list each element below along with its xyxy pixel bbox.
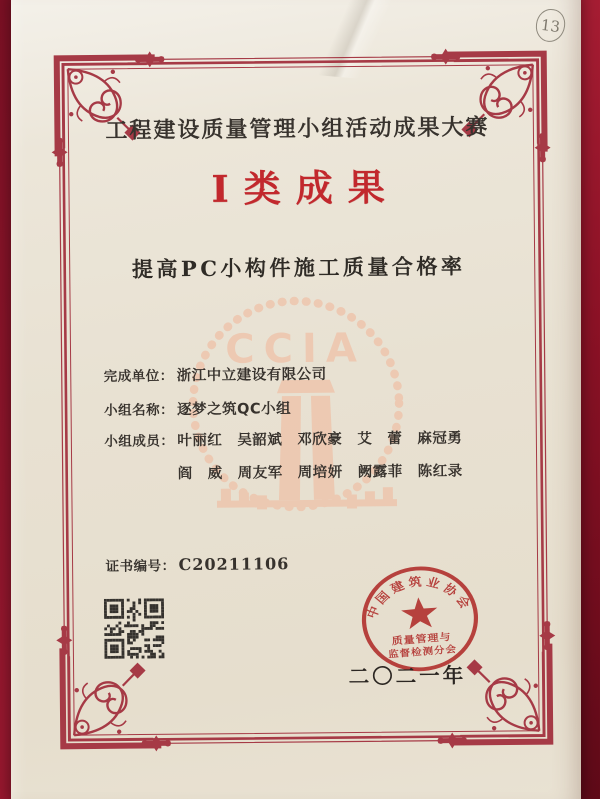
members-row-2 [105, 459, 463, 483]
year-text: 二〇二一年 [348, 663, 467, 689]
project-title: 提高PC小构件施工质量合格率 [131, 253, 466, 282]
members-values-1: 叶丽红 吴韶斌 邓欣豪 艾 蕾 麻冠勇 [177, 430, 463, 450]
seal-branch-line2: 监督检测分会 [387, 644, 458, 661]
unit-label: 完成单位： [103, 368, 174, 385]
group-value: 逐梦之筑QC小组 [177, 401, 292, 419]
watermark-text: CCIA [225, 325, 367, 373]
members-label: 小组成员： [104, 433, 175, 450]
members-values-2: 阎 威 周友军 周培妍 阙露菲 陈红录 [177, 463, 463, 483]
group-row [104, 397, 291, 420]
unit-value: 浙江中立建设有限公司 [176, 366, 327, 385]
qr-code [104, 598, 165, 659]
certificate-number-label: 证书编号： [105, 558, 176, 575]
handwritten-page-number: 13 [534, 7, 567, 43]
members-row-1 [104, 426, 462, 450]
certificate-number-row [105, 553, 289, 575]
unit-row [104, 363, 327, 386]
competition-title: 工程建设质量管理小组活动成果大赛 [105, 115, 490, 144]
certificate-number-value: C20211106 [178, 554, 290, 575]
seal-org-text: 中国建筑业协会 [364, 574, 475, 621]
seal-branch-line1: 质量管理与 [391, 631, 452, 648]
seal-star-icon [400, 596, 439, 630]
group-label: 小组名称： [104, 402, 175, 419]
award-class-title: Ⅰ类成果 [211, 165, 400, 211]
